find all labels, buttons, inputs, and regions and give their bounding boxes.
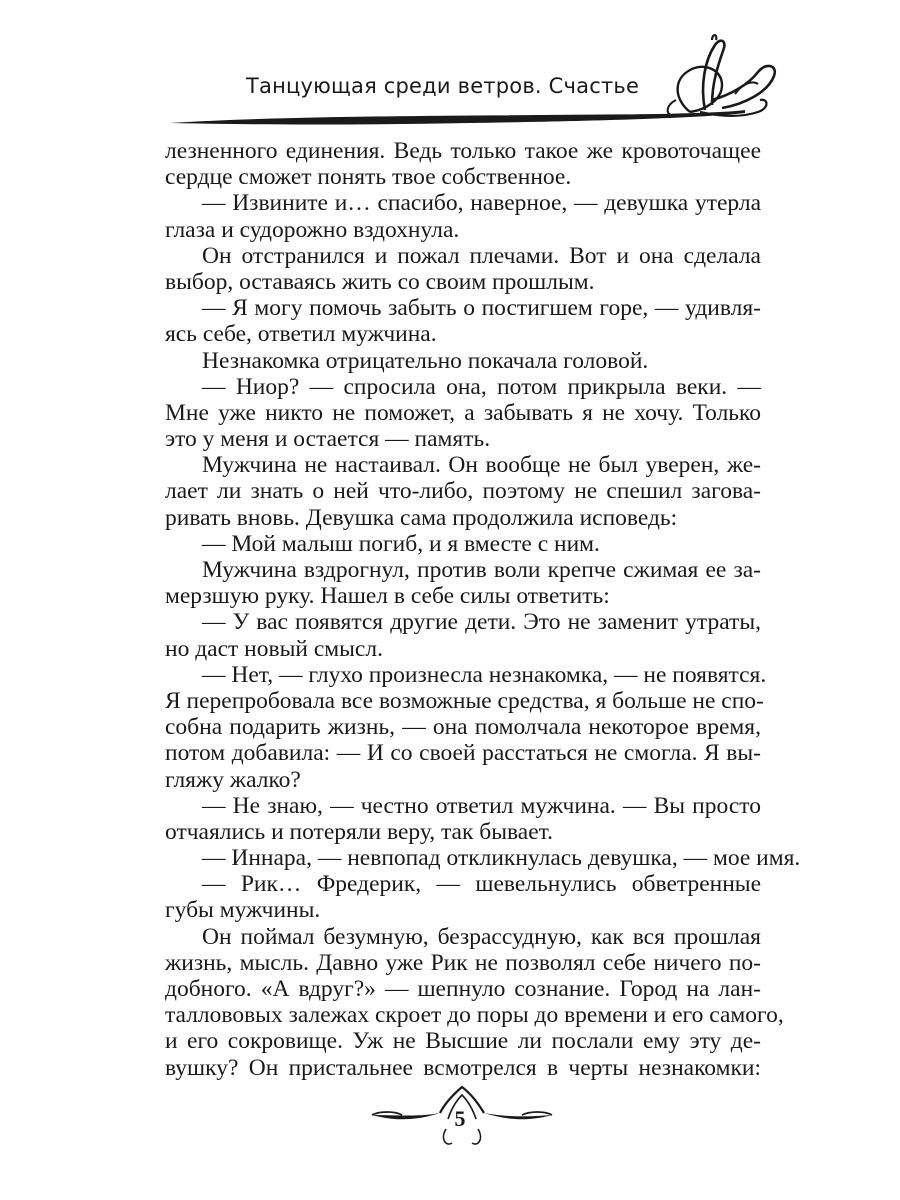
text-line: жизнь, мысль. Давно уже Рик не позволял себе ничего по- [165, 949, 761, 976]
text-line: Мужчина вздрогнул, против воли крепче сжимая ее за- [202, 557, 761, 583]
body-text [165, 138, 801, 1081]
text-line: таллововых залежах скроет до поры до времени и его самого, [165, 1002, 784, 1029]
text-line: потом добавила: — И со своей расстаться не смогла. Я вы- [165, 740, 761, 767]
text-line: ясь себе, ответил мужчина. [165, 321, 437, 348]
page-number: 5 [454, 1106, 466, 1131]
running-title: Танцующая среди ветров. Счастье [246, 74, 640, 98]
text-line: — У вас появятся другие дети. Это не заменит утраты, [202, 609, 761, 636]
text-line: вушку? Он пристальнее всмотрелся в черты незнакомки: [165, 1054, 761, 1081]
text-line: Он поймал безумную, безрассудную, как вся прошлая [202, 923, 761, 950]
text-line: это у меня и остается — память. [165, 426, 491, 453]
text-line: — Ниор? — спросила она, потом прикрыла веки. — [202, 373, 761, 400]
text-line: собна подарить жизнь, — она помолчала некоторое время, [165, 714, 761, 741]
text-line: губы мужчины. [165, 897, 321, 924]
text-line: — Иннара, — невпопад откликнулась девушка, — мое имя. [202, 845, 801, 872]
text-line: — Рик… Фредерик, — шевельнулись обветренные [202, 871, 761, 898]
text-line: лезненного единения. Ведь только такое же кровоточащее [165, 138, 761, 164]
text-line: — Нет, — глухо произнесла незнакомка, — не появятся. [202, 661, 767, 688]
text-line: отчаялись и потеряли веру, так бывает. [165, 818, 554, 845]
text-line: — Не знаю, — честно ответил мужчина. — Вы просто [202, 792, 761, 819]
text-line: сердце сможет понять твое собственное. [165, 164, 572, 191]
page-footer [0, 1085, 900, 1165]
text-line: глаза и судорожно вздохнула. [165, 216, 460, 243]
text-line: ривать вновь. Девушка сама продолжила исповедь: [165, 504, 678, 531]
text-line: — Мой малыш погиб, и я вместе с ним. [202, 530, 600, 557]
text-line: — Извините и… спасибо, наверное, — девушка утерла [202, 190, 761, 217]
text-line: Незнакомка отрицательно покачала головой. [202, 347, 649, 374]
text-line: лает ли знать о ней что-либо, поэтому не спешил загова- [165, 478, 761, 505]
text-line: — Я могу помочь забыть о постигшем горе, — удивля- [202, 295, 761, 322]
text-line: выбор, оставаясь жить со своим прошлым. [165, 268, 595, 295]
text-line: мерзшую руку. Нашел в себе силы ответить: [165, 583, 610, 610]
running-header [0, 0, 900, 150]
text-line: Мужчина не настаивал. Он вообще не был уверен, же- [202, 452, 761, 479]
text-line: но даст новый смысл. [165, 635, 383, 662]
text-line: Я перепробовала все возможные средства, я больше не спо- [165, 687, 764, 714]
text-line: Мне уже никто не поможет, а забывать я не хочу. Только [165, 399, 761, 426]
text-line: Он отстранился и пожал плечами. Вот и она сделала [202, 242, 761, 269]
text-line: добного. «А вдруг?» — шепнуло сознание. Город на лан- [165, 976, 761, 1002]
text-line: гляжу жалко? [165, 766, 301, 793]
text-line: и его сокровище. Уж не Высшие ли послали ему эту де- [165, 1028, 761, 1055]
